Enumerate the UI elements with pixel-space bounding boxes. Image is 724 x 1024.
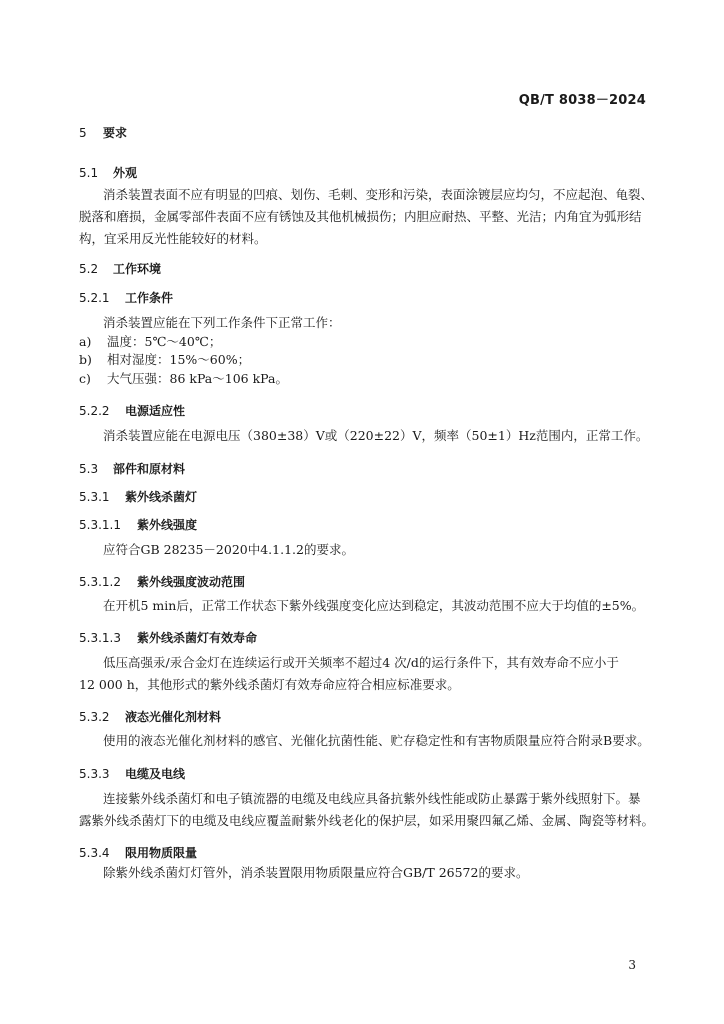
- heading-5-2-1: [79, 289, 173, 306]
- heading-5-2: [79, 260, 161, 277]
- heading-5-3-1-3: [79, 629, 257, 646]
- heading-title: 紫外线杀菌灯有效寿命: [137, 631, 258, 645]
- heading-5-1: [79, 164, 137, 181]
- heading-number: 5.3.1.1: [79, 518, 121, 532]
- text-line: 构，宜采用反光性能较好的材料。: [79, 231, 267, 246]
- text-line: 脱落和磨损，金属零部件表面不应有锈蚀及其他机械损伤；内胆应耐热、平整、光洁；内角宜为弧形结: [79, 209, 642, 224]
- paragraph-5-3-4: [79, 862, 651, 884]
- heading-number: 5.3.3: [79, 767, 110, 781]
- heading-5-3: [79, 460, 185, 477]
- paragraph-5-3-1-2: [79, 595, 651, 617]
- heading-number: 5: [79, 126, 87, 140]
- list-item: [79, 332, 221, 352]
- heading-number: 5.3.1.2: [79, 575, 121, 589]
- heading-title: 紫外线强度: [137, 518, 198, 532]
- text-line: 12 000 h，其他形式的紫外线杀菌灯有效寿命应符合相应标准要求。: [79, 677, 460, 692]
- paragraph-5-2-2: [79, 425, 651, 447]
- list-text: 温度：5℃～40℃；: [107, 334, 222, 349]
- heading-title: 工作环境: [113, 262, 162, 276]
- heading-5-3-4: [79, 844, 197, 861]
- heading-5-3-3: [79, 765, 185, 782]
- heading-number: 5.2.1: [79, 291, 110, 305]
- heading-title: 紫外线杀菌灯: [125, 490, 198, 504]
- text-line: 应符合GB 28235－2020中4.1.1.2的要求。: [103, 542, 354, 557]
- list-item: [79, 350, 250, 370]
- text-line: 在开机5 min后，正常工作状态下紫外线强度变化应达到稳定，其波动范围不应大于均值的±5%。: [103, 598, 645, 613]
- heading-title: 电缆及电线: [125, 767, 186, 781]
- list-item: [79, 369, 288, 389]
- heading-number: 5.2.2: [79, 404, 110, 418]
- heading-number: 5.3.1.3: [79, 631, 121, 645]
- heading-number: 5.3.1: [79, 490, 110, 504]
- list-marker: c): [79, 371, 91, 386]
- list-text: 相对湿度：15%～60%；: [107, 352, 251, 367]
- heading-5-3-1-1: [79, 516, 197, 533]
- text-line: 消杀装置应能在电源电压（380±38）V或（220±22）V，频率（50±1）Hz范围内，正常工作。: [103, 428, 649, 443]
- paragraph-5-3-1-1: [79, 539, 651, 561]
- list-marker: b): [79, 352, 92, 367]
- heading-number: 5.3: [79, 462, 99, 476]
- paragraph-5-3-1-3: [79, 652, 651, 696]
- heading-number: 5.3.2: [79, 710, 110, 724]
- heading-number: 5.2: [79, 262, 99, 276]
- heading-title: 电源适应性: [125, 404, 186, 418]
- heading-5-3-2: [79, 708, 221, 725]
- heading-number: 5.1: [79, 166, 99, 180]
- heading-title: 液态光催化剂材料: [125, 710, 222, 724]
- heading-5: [79, 124, 127, 141]
- standard-code: QB/T 8038－2024: [518, 93, 646, 108]
- text-line: 消杀装置应能在下列工作条件下正常工作：: [103, 315, 341, 330]
- heading-title: 部件和原材料: [113, 462, 186, 476]
- text-line: 连接紫外线杀菌灯和电子镇流器的电缆及电线应具备抗紫外线性能或防止暴露于紫外线照射下。暴: [103, 791, 641, 806]
- text-line: 使用的液态光催化剂材料的感官、光催化抗菌性能、贮存稳定性和有害物质限量应符合附录B要求。: [103, 733, 650, 748]
- heading-5-2-2: [79, 402, 185, 419]
- heading-5-3-1-2: [79, 573, 245, 590]
- paragraph-5-3-3: [79, 788, 655, 832]
- heading-title: 外观: [113, 166, 138, 180]
- text-line: 消杀装置表面不应有明显的凹痕、划伤、毛刺、变形和污染，表面涂镀层应均匀，不应起泡、龟裂、: [103, 187, 654, 202]
- paragraph-5-1: [79, 184, 654, 250]
- heading-title: 工作条件: [125, 291, 174, 305]
- heading-title: 紫外线强度波动范围: [137, 575, 246, 589]
- heading-5-3-1: [79, 488, 197, 505]
- heading-title: 限用物质限量: [125, 846, 198, 860]
- text-line: 除紫外线杀菌灯灯管外，消杀装置限用物质限量应符合GB/T 26572的要求。: [103, 865, 529, 880]
- list-text: 大气压强：86 kPa～106 kPa。: [107, 371, 288, 386]
- text-line: 露紫外线杀菌灯下的电缆及电线应覆盖耐紫外线老化的保护层，如采用聚四氟乙烯、金属、陶瓷等材料。: [79, 813, 655, 828]
- text-line: 低压高强汞/汞合金灯在连续运行或开关频率不超过4 次/d的运行条件下，其有效寿命不应小于: [103, 655, 619, 670]
- page-number: 3: [628, 958, 636, 972]
- paragraph-5-2-1-intro: [79, 312, 651, 334]
- heading-number: 5.3.4: [79, 846, 110, 860]
- paragraph-5-3-2: [79, 730, 651, 752]
- list-marker: a): [79, 334, 92, 349]
- heading-title: 要求: [103, 126, 128, 140]
